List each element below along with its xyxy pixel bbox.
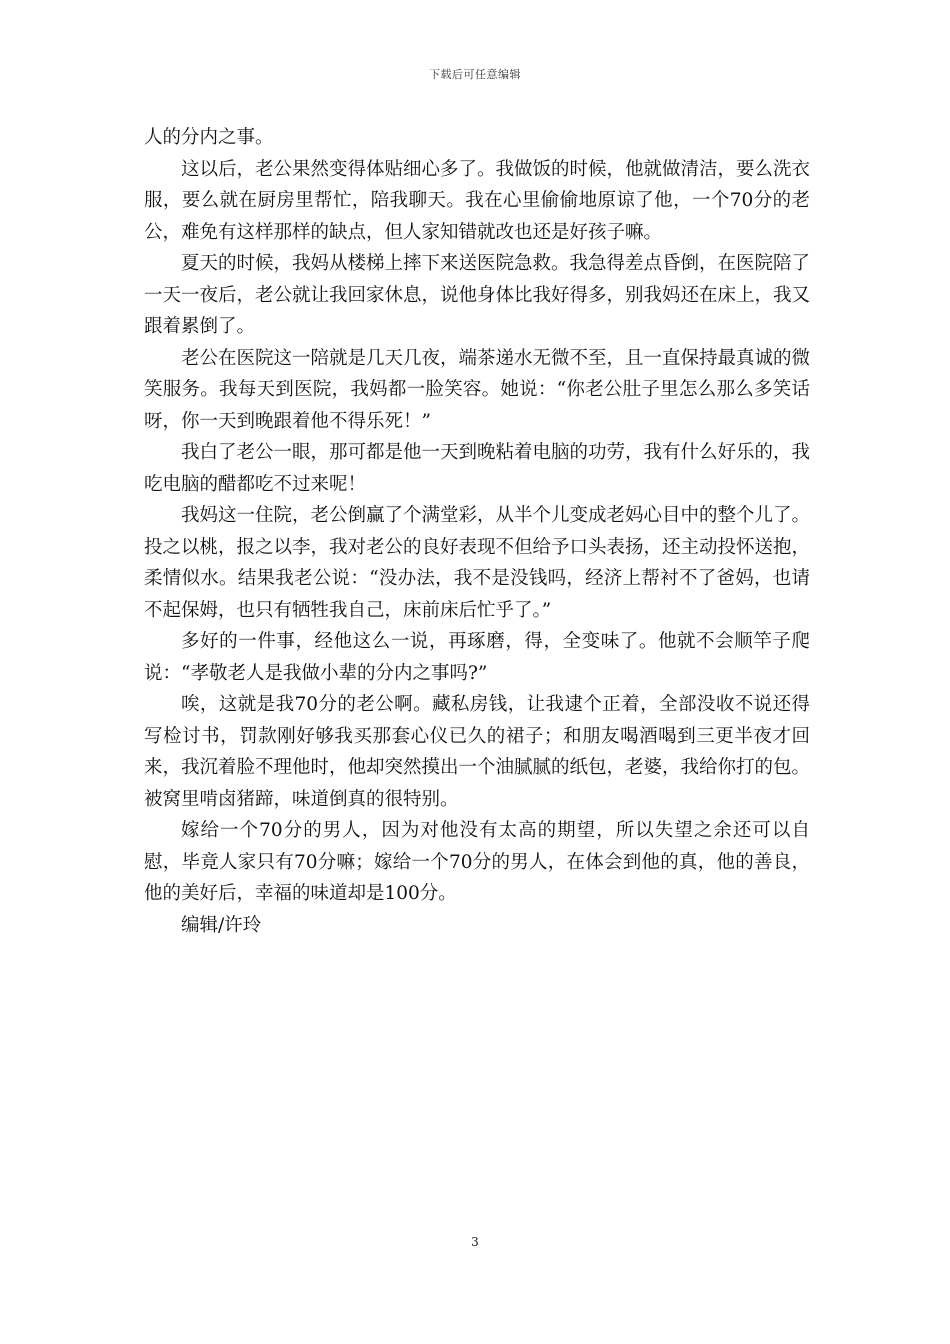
paragraph: 老公在医院这一陪就是几天几夜，端茶递水无微不至，且一直保持最真诚的微笑服务。我每天到医院，我妈都一脸笑容。她说：“你老公肚子里怎么那么多笑话呀，你一天到晚跟着他不得乐死！” (144, 347, 811, 432)
editor-credit: 编辑/许玲 (181, 914, 262, 936)
page-number: 3 (471, 1235, 479, 1249)
paragraph: 这以后，老公果然变得体贴细心多了。我做饭的时候，他就做清洁，要么洗衣服，要么就在厨房里帮忙，陪我聊天。我在心里偷偷地原谅了他，一个70分的老公，难免有这样那样的缺点，但人家知错就改也还是好孩子嘛。 (144, 158, 811, 243)
paragraph: 我白了老公一眼，那可都是他一天到晚粘着电脑的功劳，我有什么好乐的，我吃电脑的醋都吃不过来呢！ (144, 442, 811, 495)
paragraph: 夏天的时候，我妈从楼梯上摔下来送医院急救。我急得差点昏倒，在医院陪了一天一夜后，老公就让我回家休息，说他身体比我好得多，别我妈还在床上，我又跟着累倒了。 (144, 253, 811, 337)
paragraph-continuation: 人的分内之事。 (144, 127, 274, 148)
paragraph: 我妈这一住院，老公倒赢了个满堂彩，从半个儿变成老妈心目中的整个儿了。投之以桃，报之以李，我对老公的良好表现不但给予口头表扬，还主动投怀送抱，柔情似水。结果我老公说：“没办法，我不是没钱吗，经济上帮衬不了爸妈，也请不起保姆，也只有牺牲我自己，床前床后忙乎了。” (144, 505, 811, 621)
document-body (144, 122, 810, 941)
page-header: 下载后可任意编辑 (429, 68, 521, 81)
paragraph: 唉，这就是我70分的老公啊。藏私房钱，让我逮个正着，全部没收不说还得写检讨书，罚款刚好够我买那套心仪已久的裙子；和朋友喝酒喝到三更半夜才回来，我沉着脸不理他时，他却突然摸出一个油腻腻的纸包，老婆，我给你打的包。被窝里啃卤猪蹄，味道倒真的很特别。 (144, 694, 811, 810)
paragraph: 嫁给一个70分的男人，因为对他没有太高的期望，所以失望之余还可以自慰，毕竟人家只有70分嘛；嫁给一个70分的男人，在体会到他的真，他的善良，他的美好后，幸福的味道却是100分。 (144, 820, 810, 904)
paragraph: 多好的一件事，经他这么一说，再琢磨，得，全变味了。他就不会顺竿子爬说：“孝敬老人是我做小辈的分内之事吗?” (144, 631, 810, 684)
